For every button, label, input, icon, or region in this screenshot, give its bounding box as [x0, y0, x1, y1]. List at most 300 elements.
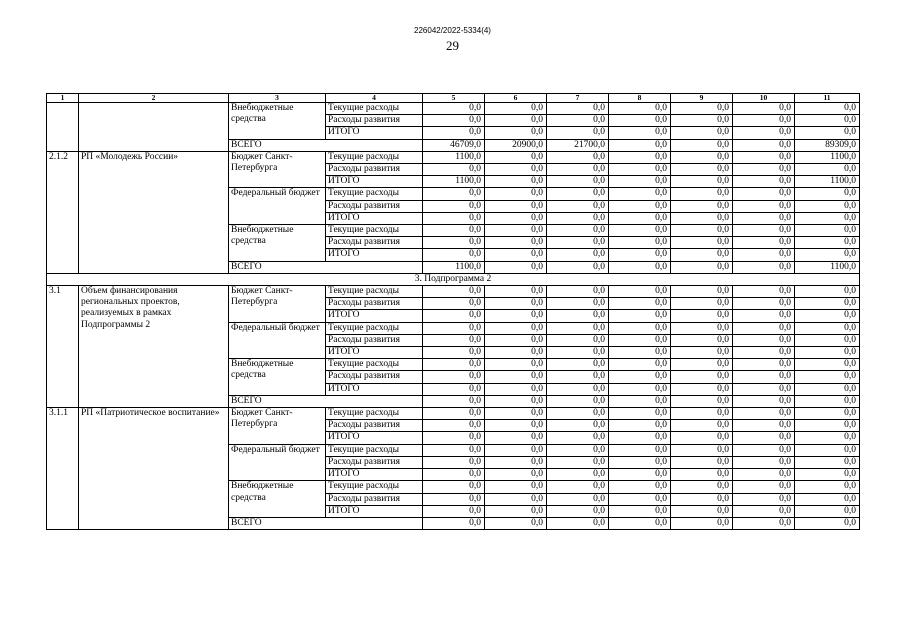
- table-cell: 0,0: [671, 505, 733, 517]
- table-cell: 0,0: [733, 420, 795, 432]
- table-cell: 0,0: [547, 456, 609, 468]
- table-cell: 0,0: [485, 371, 547, 383]
- table-cell: 0,0: [733, 188, 795, 200]
- table-cell: Расходы развития: [326, 334, 423, 346]
- table-cell: 0,0: [733, 456, 795, 468]
- table-cell: ВСЕГО: [229, 139, 423, 151]
- table-cell: 0,0: [485, 334, 547, 346]
- table-cell: 0,0: [485, 420, 547, 432]
- table-cell: 0,0: [795, 115, 860, 127]
- table-cell: [79, 103, 229, 152]
- table-cell: 0,0: [795, 371, 860, 383]
- table-cell: 0,0: [795, 334, 860, 346]
- table-cell: 0,0: [485, 225, 547, 237]
- table-cell: 3.1.1: [47, 408, 79, 530]
- table-cell: Внебюджетные средства: [229, 103, 326, 140]
- table-cell: 0,0: [547, 127, 609, 139]
- table-cell: 0,0: [485, 517, 547, 529]
- table-cell: 0,0: [609, 347, 671, 359]
- table-cell: 0,0: [795, 383, 860, 395]
- table-cell: 0,0: [733, 432, 795, 444]
- table-cell: 0,0: [671, 261, 733, 273]
- table-cell: 0,0: [485, 115, 547, 127]
- table-cell: ВСЕГО: [229, 395, 423, 407]
- table-cell: 0,0: [609, 261, 671, 273]
- table-cell: 0,0: [423, 371, 485, 383]
- table-cell: Текущие расходы: [326, 359, 423, 371]
- table-cell: 0,0: [795, 237, 860, 249]
- table-cell: 0,0: [795, 359, 860, 371]
- table-cell: 0,0: [671, 176, 733, 188]
- table-cell: 0,0: [609, 469, 671, 481]
- table-cell: 0,0: [423, 481, 485, 493]
- table-cell: 0,0: [733, 200, 795, 212]
- financing-table: [46, 93, 860, 530]
- table-cell: 0,0: [671, 164, 733, 176]
- table-cell: Федеральный бюджет: [229, 322, 326, 359]
- table-cell: 0,0: [733, 481, 795, 493]
- table-cell: ИТОГО: [326, 127, 423, 139]
- table-cell: Текущие расходы: [326, 481, 423, 493]
- table-cell: 0,0: [423, 249, 485, 261]
- table-cell: 0,0: [547, 383, 609, 395]
- table-cell: 0,0: [423, 383, 485, 395]
- table-cell: 0,0: [485, 432, 547, 444]
- table-cell: 0,0: [671, 408, 733, 420]
- section-heading: 3. Подпрограмма 2: [47, 273, 860, 285]
- table-cell: 0,0: [609, 151, 671, 163]
- table-cell: 0,0: [733, 212, 795, 224]
- table-cell: 0,0: [485, 505, 547, 517]
- table-cell: 0,0: [671, 456, 733, 468]
- table-cell: 0,0: [423, 298, 485, 310]
- table-cell: 0,0: [423, 432, 485, 444]
- table-cell: 0,0: [609, 395, 671, 407]
- table-cell: 0,0: [609, 225, 671, 237]
- table-cell: 0,0: [423, 115, 485, 127]
- table-cell: 0,0: [795, 225, 860, 237]
- table-cell: 0,0: [423, 225, 485, 237]
- table-cell: 0,0: [795, 493, 860, 505]
- table-cell: 0,0: [609, 200, 671, 212]
- column-header: 9: [671, 94, 733, 103]
- table-row: [47, 273, 860, 285]
- table-cell: 0,0: [423, 237, 485, 249]
- table-cell: 0,0: [671, 493, 733, 505]
- table-cell: 0,0: [733, 444, 795, 456]
- table-cell: Бюджет Санкт-Петербурга: [229, 151, 326, 188]
- table-cell: 0,0: [423, 334, 485, 346]
- table-cell: 0,0: [609, 127, 671, 139]
- table-cell: Объем финансирования региональных проектов, реализуемых в рамках Подпрограммы 2: [79, 286, 229, 408]
- table-cell: 0,0: [609, 164, 671, 176]
- table-cell: 0,0: [485, 188, 547, 200]
- table-cell: 0,0: [671, 432, 733, 444]
- table-cell: 0,0: [485, 298, 547, 310]
- table-cell: 0,0: [671, 420, 733, 432]
- table-cell: 0,0: [671, 188, 733, 200]
- table-cell: 0,0: [733, 517, 795, 529]
- table-cell: 0,0: [547, 408, 609, 420]
- table-cell: 0,0: [547, 371, 609, 383]
- table-cell: 0,0: [547, 420, 609, 432]
- table-cell: 0,0: [423, 200, 485, 212]
- table-cell: 0,0: [547, 469, 609, 481]
- table-cell: 0,0: [609, 115, 671, 127]
- column-header: 7: [547, 94, 609, 103]
- table-cell: 0,0: [609, 456, 671, 468]
- table-cell: Расходы развития: [326, 200, 423, 212]
- table-cell: 0,0: [795, 432, 860, 444]
- table-cell: ИТОГО: [326, 176, 423, 188]
- table-cell: 0,0: [795, 298, 860, 310]
- table-cell: 0,0: [795, 188, 860, 200]
- table-cell: 0,0: [671, 249, 733, 261]
- table-cell: 0,0: [795, 200, 860, 212]
- table-cell: 0,0: [547, 334, 609, 346]
- table-cell: Внебюджетные средства: [229, 481, 326, 518]
- table-cell: 0,0: [547, 176, 609, 188]
- table-cell: 0,0: [485, 456, 547, 468]
- table-cell: 0,0: [671, 103, 733, 115]
- table-cell: 0,0: [547, 200, 609, 212]
- table-cell: Расходы развития: [326, 493, 423, 505]
- table-cell: 0,0: [609, 237, 671, 249]
- table-cell: 0,0: [485, 127, 547, 139]
- table-cell: 20900,0: [485, 139, 547, 151]
- table-cell: [47, 103, 79, 152]
- table-cell: 0,0: [609, 517, 671, 529]
- table-cell: 0,0: [547, 395, 609, 407]
- table-cell: 0,0: [795, 212, 860, 224]
- table-cell: 0,0: [671, 310, 733, 322]
- table-row: [47, 408, 860, 420]
- table-cell: 0,0: [547, 481, 609, 493]
- table-cell: 0,0: [795, 517, 860, 529]
- table-cell: 0,0: [795, 481, 860, 493]
- table-cell: Бюджет Санкт-Петербурга: [229, 286, 326, 323]
- table-cell: 0,0: [485, 408, 547, 420]
- table-cell: 0,0: [671, 139, 733, 151]
- table-row: [47, 151, 860, 163]
- table-cell: 0,0: [733, 139, 795, 151]
- table-cell: 0,0: [671, 286, 733, 298]
- table-cell: 0,0: [733, 151, 795, 163]
- table-cell: 0,0: [795, 249, 860, 261]
- table-cell: Текущие расходы: [326, 225, 423, 237]
- table-cell: 0,0: [733, 493, 795, 505]
- table-cell: 1100,0: [423, 176, 485, 188]
- table-cell: 0,0: [733, 322, 795, 334]
- column-header: 8: [609, 94, 671, 103]
- column-header: 10: [733, 94, 795, 103]
- table-cell: ВСЕГО: [229, 261, 423, 273]
- table-cell: 1100,0: [423, 151, 485, 163]
- table-cell: 0,0: [423, 469, 485, 481]
- table-cell: Расходы развития: [326, 115, 423, 127]
- table-cell: 0,0: [733, 286, 795, 298]
- table-cell: 0,0: [547, 444, 609, 456]
- table-cell: 0,0: [671, 383, 733, 395]
- table-cell: 0,0: [485, 164, 547, 176]
- table-cell: 0,0: [733, 469, 795, 481]
- table-row: [47, 286, 860, 298]
- table-cell: 0,0: [733, 115, 795, 127]
- table-row: [47, 103, 860, 115]
- table-cell: 0,0: [671, 334, 733, 346]
- table-cell: 0,0: [485, 286, 547, 298]
- column-header: 3: [229, 94, 326, 103]
- column-header: 6: [485, 94, 547, 103]
- table-cell: Текущие расходы: [326, 103, 423, 115]
- table-cell: Расходы развития: [326, 237, 423, 249]
- table-cell: ИТОГО: [326, 347, 423, 359]
- table-cell: 0,0: [671, 237, 733, 249]
- table-cell: 0,0: [547, 164, 609, 176]
- table-cell: 3.1: [47, 286, 79, 408]
- table-cell: РП «Молодежь России»: [79, 151, 229, 273]
- column-header: 11: [795, 94, 860, 103]
- table-cell: 0,0: [671, 127, 733, 139]
- table-cell: 0,0: [795, 310, 860, 322]
- table-cell: 0,0: [423, 395, 485, 407]
- table-cell: 0,0: [547, 359, 609, 371]
- table-cell: 0,0: [795, 505, 860, 517]
- table-cell: 0,0: [547, 249, 609, 261]
- table-cell: 0,0: [733, 164, 795, 176]
- table-cell: 0,0: [485, 103, 547, 115]
- table-cell: 0,0: [423, 420, 485, 432]
- table-cell: 0,0: [423, 127, 485, 139]
- table-cell: 1100,0: [795, 261, 860, 273]
- table-cell: 0,0: [795, 286, 860, 298]
- table-cell: Текущие расходы: [326, 151, 423, 163]
- table-cell: 0,0: [609, 493, 671, 505]
- table-cell: 0,0: [733, 347, 795, 359]
- table-cell: 0,0: [609, 420, 671, 432]
- table-cell: 0,0: [671, 359, 733, 371]
- table-cell: 0,0: [547, 517, 609, 529]
- table-cell: 0,0: [609, 408, 671, 420]
- page-number: 29: [446, 38, 459, 53]
- table-cell: ВСЕГО: [229, 517, 423, 529]
- table-cell: ИТОГО: [326, 432, 423, 444]
- table-cell: 0,0: [423, 408, 485, 420]
- table-cell: 0,0: [485, 322, 547, 334]
- table-cell: 0,0: [547, 310, 609, 322]
- table-cell: 0,0: [609, 103, 671, 115]
- table-cell: 0,0: [423, 286, 485, 298]
- table-cell: 0,0: [733, 383, 795, 395]
- table-cell: 0,0: [423, 493, 485, 505]
- table-cell: Текущие расходы: [326, 444, 423, 456]
- table-cell: 0,0: [671, 115, 733, 127]
- table-cell: 0,0: [485, 469, 547, 481]
- column-header: 5: [423, 94, 485, 103]
- table-cell: Текущие расходы: [326, 188, 423, 200]
- table-cell: 0,0: [671, 151, 733, 163]
- table-cell: 0,0: [671, 212, 733, 224]
- table-cell: 0,0: [609, 371, 671, 383]
- table-cell: 0,0: [547, 298, 609, 310]
- table-cell: 0,0: [733, 176, 795, 188]
- table-cell: 0,0: [671, 469, 733, 481]
- table-cell: 0,0: [795, 408, 860, 420]
- table-cell: 0,0: [795, 420, 860, 432]
- table-cell: 0,0: [547, 493, 609, 505]
- table-cell: Текущие расходы: [326, 322, 423, 334]
- column-header: 4: [326, 94, 423, 103]
- table-cell: 0,0: [733, 310, 795, 322]
- table-cell: 0,0: [423, 322, 485, 334]
- table-cell: 0,0: [609, 249, 671, 261]
- table-cell: 1100,0: [795, 151, 860, 163]
- table-cell: 0,0: [547, 261, 609, 273]
- table-cell: 0,0: [485, 481, 547, 493]
- table-cell: 0,0: [733, 395, 795, 407]
- table-cell: 0,0: [423, 517, 485, 529]
- table-cell: ИТОГО: [326, 505, 423, 517]
- column-header: 1: [47, 94, 79, 103]
- table-cell: 0,0: [795, 322, 860, 334]
- table-cell: 0,0: [485, 444, 547, 456]
- table-cell: Расходы развития: [326, 371, 423, 383]
- table-cell: 0,0: [423, 444, 485, 456]
- table-cell: 0,0: [733, 103, 795, 115]
- table-cell: ИТОГО: [326, 212, 423, 224]
- column-header: 2: [79, 94, 229, 103]
- table-cell: ИТОГО: [326, 249, 423, 261]
- table-cell: 0,0: [671, 371, 733, 383]
- table-cell: 0,0: [671, 347, 733, 359]
- table-cell: 0,0: [733, 249, 795, 261]
- table-cell: 0,0: [609, 139, 671, 151]
- document-id: 226042/2022-5334(4): [414, 26, 491, 35]
- table-cell: 0,0: [485, 261, 547, 273]
- table-cell: 0,0: [547, 286, 609, 298]
- table-cell: 0,0: [423, 347, 485, 359]
- table-cell: 0,0: [423, 310, 485, 322]
- table-cell: 0,0: [609, 212, 671, 224]
- table-cell: 0,0: [733, 408, 795, 420]
- table-cell: 0,0: [423, 359, 485, 371]
- table-cell: Текущие расходы: [326, 286, 423, 298]
- table-cell: 0,0: [485, 493, 547, 505]
- table-cell: 0,0: [733, 334, 795, 346]
- table-cell: 0,0: [485, 383, 547, 395]
- table-cell: 0,0: [795, 127, 860, 139]
- table-cell: 0,0: [547, 432, 609, 444]
- table-cell: Текущие расходы: [326, 408, 423, 420]
- table-cell: Бюджет Санкт-Петербурга: [229, 408, 326, 445]
- table-cell: 0,0: [485, 347, 547, 359]
- table-cell: 0,0: [547, 115, 609, 127]
- table-cell: 21700,0: [547, 139, 609, 151]
- table-cell: 1100,0: [423, 261, 485, 273]
- table-body: [47, 103, 860, 530]
- table-cell: 0,0: [671, 225, 733, 237]
- table-cell: 0,0: [671, 395, 733, 407]
- table-cell: 0,0: [547, 347, 609, 359]
- table-cell: 0,0: [609, 176, 671, 188]
- table-cell: 0,0: [609, 334, 671, 346]
- table-cell: 0,0: [423, 212, 485, 224]
- table-cell: 0,0: [671, 298, 733, 310]
- table-cell: 0,0: [547, 237, 609, 249]
- table-cell: Расходы развития: [326, 164, 423, 176]
- table-cell: 0,0: [485, 237, 547, 249]
- table-cell: 0,0: [733, 505, 795, 517]
- table-cell: 0,0: [547, 505, 609, 517]
- table-cell: 0,0: [547, 103, 609, 115]
- table-cell: 0,0: [795, 347, 860, 359]
- table-cell: 0,0: [609, 481, 671, 493]
- table-cell: 89309,0: [795, 139, 860, 151]
- table-cell: Внебюджетные средства: [229, 359, 326, 396]
- table-cell: Расходы развития: [326, 456, 423, 468]
- table-cell: 0,0: [485, 249, 547, 261]
- table-cell: 0,0: [795, 469, 860, 481]
- table-cell: Федеральный бюджет: [229, 444, 326, 481]
- table-cell: 0,0: [609, 505, 671, 517]
- table-cell: 0,0: [795, 456, 860, 468]
- table-cell: Внебюджетные средства: [229, 225, 326, 262]
- table-cell: 1100,0: [795, 176, 860, 188]
- table-cell: 0,0: [609, 310, 671, 322]
- table-cell: 0,0: [547, 188, 609, 200]
- table-cell: 0,0: [671, 481, 733, 493]
- table-cell: 0,0: [609, 188, 671, 200]
- table-cell: 0,0: [733, 371, 795, 383]
- table-cell: 0,0: [547, 225, 609, 237]
- table-cell: 0,0: [671, 200, 733, 212]
- table-cell: 0,0: [609, 322, 671, 334]
- table-cell: 0,0: [795, 395, 860, 407]
- table-cell: 0,0: [547, 151, 609, 163]
- table-cell: 0,0: [485, 395, 547, 407]
- table-cell: РП «Патриотическое воспитание»: [79, 408, 229, 530]
- table-cell: 0,0: [733, 225, 795, 237]
- table-cell: 0,0: [485, 359, 547, 371]
- table-cell: 0,0: [733, 261, 795, 273]
- table-cell: ИТОГО: [326, 310, 423, 322]
- table-cell: 0,0: [423, 103, 485, 115]
- table-cell: 0,0: [609, 359, 671, 371]
- table-cell: 0,0: [423, 505, 485, 517]
- table-cell: 0,0: [485, 310, 547, 322]
- table-cell: 0,0: [671, 322, 733, 334]
- table-cell: 2.1.2: [47, 151, 79, 273]
- table-cell: 0,0: [733, 298, 795, 310]
- table-cell: 0,0: [485, 176, 547, 188]
- table-cell: 0,0: [795, 164, 860, 176]
- table-cell: ИТОГО: [326, 383, 423, 395]
- table-cell: Расходы развития: [326, 298, 423, 310]
- table-cell: 0,0: [423, 456, 485, 468]
- table-cell: 0,0: [733, 127, 795, 139]
- table-cell: 0,0: [671, 444, 733, 456]
- table-cell: 0,0: [547, 322, 609, 334]
- table-cell: 0,0: [485, 200, 547, 212]
- table-cell: 0,0: [795, 444, 860, 456]
- table-cell: 0,0: [609, 286, 671, 298]
- table-cell: 0,0: [733, 237, 795, 249]
- table-cell: Расходы развития: [326, 420, 423, 432]
- table-cell: 0,0: [485, 212, 547, 224]
- table-cell: 0,0: [795, 103, 860, 115]
- table-cell: 0,0: [423, 188, 485, 200]
- table-cell: 0,0: [671, 517, 733, 529]
